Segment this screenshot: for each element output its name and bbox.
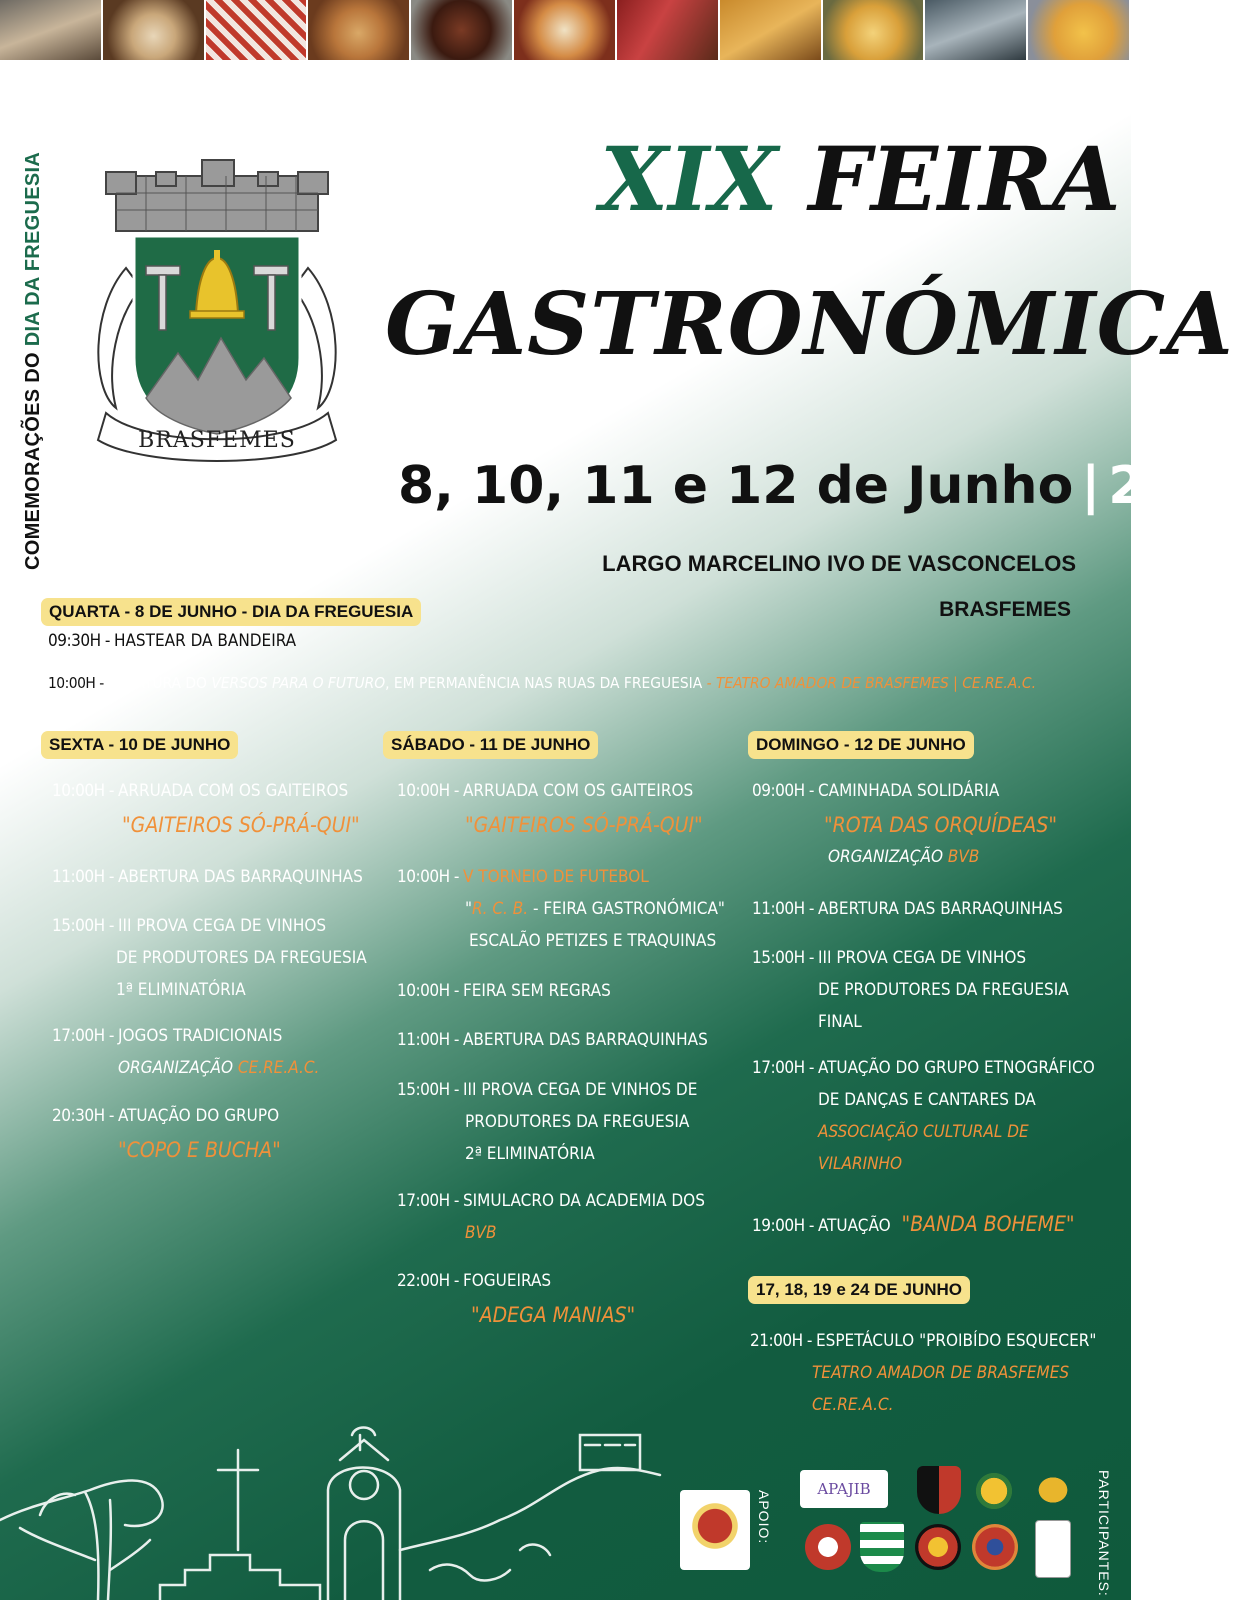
event-text: HASTEAR DA BANDEIRA: [113, 631, 297, 651]
event-time: 10:00H -: [52, 781, 114, 801]
event-text: ABERTURA DO: [107, 674, 212, 692]
village-skyline-illustration: [0, 1420, 660, 1600]
apoio-label: APOIO:: [756, 1490, 772, 1545]
event-text: SIMULACRO DA ACADEMIA DOS: [462, 1191, 705, 1211]
event-subtitle: "ROTA DAS ORQUÍDEAS": [824, 813, 1058, 837]
schedule-item: [397, 775, 703, 841]
event-subtitle: "GAITEIROS SÓ-PRÁ-QUI": [122, 813, 360, 837]
schedule-item: [52, 1020, 319, 1084]
event-text-line: 1ª ELIMINATÓRIA: [116, 980, 246, 1000]
schedule-item: [752, 775, 1057, 873]
venue-town: BRASFEMES: [939, 598, 1071, 621]
club-name: R. C. B.: [472, 899, 529, 919]
event-text: CAMINHADA SOLIDÁRIA: [817, 781, 1000, 801]
day-badge-wednesday: QUARTA - 8 DE JUNHO - DIA DA FREGUESIA: [41, 598, 421, 626]
event-text: , EM PERMANÊNCIA NAS RUAS DA FREGUESIA: [385, 674, 707, 692]
event-text: ARRUADA COM OS GAITEIROS: [462, 781, 694, 801]
organizer-label: ORGANIZAÇÃO: [828, 847, 948, 867]
event-text-line: FINAL: [818, 1012, 862, 1032]
event-text-line: PRODUTORES DA FREGUESIA: [465, 1112, 690, 1132]
event-text: ABERTURA DAS BARRAQUINHAS: [817, 899, 1063, 919]
schedule-item: [48, 667, 1036, 699]
schedule-item: [397, 1185, 705, 1249]
food-photo: [411, 0, 514, 60]
quote-mark: ": [465, 899, 473, 919]
event-time: 10:00H -: [397, 781, 459, 801]
event-text: ARRUADA COM OS GAITEIROS: [117, 781, 349, 801]
event-text: III PROVA CEGA DE VINHOS DE: [462, 1080, 698, 1100]
event-subtitle: "BANDA BOHEME": [901, 1212, 1075, 1236]
participant-logo: [1028, 1468, 1078, 1512]
food-photo: [308, 0, 411, 60]
title-xix: XIX: [600, 127, 778, 231]
schedule-item: [397, 861, 725, 957]
schedule-item: [52, 861, 363, 893]
schedule-item: [397, 1074, 697, 1170]
event-text: FOGUEIRAS: [462, 1271, 552, 1291]
commemoration-vertical-text: [22, 90, 45, 570]
schedule-item: [397, 1024, 708, 1056]
event-text-line: CE.RE.A.C.: [812, 1395, 894, 1415]
sidebar-prefix: COMEMORAÇÕES DO: [22, 346, 44, 570]
schedule-item: [397, 975, 611, 1007]
event-subtitle: "COPO E BUCHA": [118, 1138, 281, 1162]
day-badge-extra: 17, 18, 19 e 24 DE JUNHO: [748, 1276, 970, 1304]
event-time: 11:00H -: [752, 899, 814, 919]
event-text: III PROVA CEGA DE VINHOS: [117, 916, 327, 936]
event-text: ABERTURA DAS BARRAQUINHAS: [462, 1030, 708, 1050]
food-photo-strip: [0, 0, 1131, 60]
event-text: V TORNEIO DE FUTEBOL: [462, 867, 649, 887]
food-photo: [617, 0, 720, 60]
schedule-item: [52, 1100, 281, 1166]
event-time: 10:00H -: [397, 981, 459, 1001]
cerebb-logo: [1035, 1520, 1071, 1578]
organizer-label: ORGANIZAÇÃO: [118, 1058, 238, 1078]
venue-street: LARGO MARCELINO IVO DE VASCONCELOS: [602, 551, 1076, 576]
event-time: 15:00H -: [397, 1080, 459, 1100]
participantes-label: PARTICIPANTES:: [1096, 1470, 1112, 1597]
event-time: 11:00H -: [397, 1030, 459, 1050]
event-text: FEIRA SEM REGRAS: [462, 981, 611, 1001]
schedule-item: [48, 625, 296, 657]
event-text-line: TEATRO AMADOR DE BRASFEMES: [812, 1363, 1070, 1383]
event-text-line: - FEIRA GASTRONÓMICA": [528, 899, 725, 919]
day-badge-saturday: SÁBADO - 11 DE JUNHO: [383, 731, 598, 759]
event-time: 10:00H -: [397, 867, 459, 887]
title-feira: FEIRA: [808, 127, 1121, 231]
food-photo: [720, 0, 823, 60]
schedule-item: [752, 1208, 1075, 1242]
schedule-item: [752, 893, 1063, 925]
event-time: 20:30H -: [52, 1106, 114, 1126]
event-time: 19:00H -: [752, 1216, 814, 1236]
event-time: 15:00H -: [52, 916, 114, 936]
rcb-club-logo: [917, 1466, 961, 1514]
schedule-item: [750, 1325, 1096, 1421]
event-text-line: DE PRODUTORES DA FREGUESIA: [818, 980, 1069, 1000]
bvb-firefighters-logo: [915, 1524, 961, 1570]
event-time: 09:30H -: [48, 631, 110, 651]
event-text: ATUAÇÃO DO GRUPO ETNOGRÁFICO: [817, 1058, 1095, 1078]
benfica-logo: [805, 1524, 851, 1570]
food-photo: [206, 0, 309, 60]
event-time: 17:00H -: [752, 1058, 814, 1078]
food-photo: [0, 0, 103, 60]
event-highlight: VERSOS PARA O FUTURO: [211, 674, 386, 692]
title-line-1: [600, 127, 1121, 231]
event-text: III PROVA CEGA DE VINHOS: [817, 948, 1027, 968]
crest-banner-text: BRASFEMES: [138, 428, 296, 453]
event-dates: [398, 456, 1253, 516]
day-badge-sunday: DOMINGO - 12 DE JUNHO: [748, 731, 974, 759]
food-photo: [925, 0, 1028, 60]
event-text: ESPETÁCULO "PROIBÍDO ESQUECER": [815, 1331, 1097, 1351]
schedule-item: [752, 1052, 1095, 1180]
dates-separator: |: [1081, 456, 1101, 516]
event-text: ATUAÇÃO DO GRUPO: [117, 1106, 280, 1126]
event-time: 11:00H -: [52, 867, 114, 887]
title-line-2: GASTRONÓMICA: [385, 274, 1234, 375]
event-text-line: ASSOCIAÇÃO CULTURAL DE: [818, 1122, 1029, 1142]
participant-logo: [972, 1524, 1018, 1570]
event-time: 17:00H -: [52, 1026, 114, 1046]
event-organizer: - TEATRO AMADOR DE BRASFEMES | CE.RE.A.C.: [706, 674, 1036, 692]
organizer-name: BVB: [947, 847, 980, 867]
food-photo: [514, 0, 617, 60]
event-text-line: ESCALÃO PETIZES E TRAQUINAS: [469, 931, 717, 951]
day-badge-friday: SEXTA - 10 DE JUNHO: [41, 731, 238, 759]
organizer-name: CE.RE.A.C.: [237, 1058, 320, 1078]
event-text: JOGOS TRADICIONAIS: [117, 1026, 283, 1046]
event-subtitle: "GAITEIROS SÓ-PRÁ-QUI": [465, 813, 703, 837]
brasfemes-coat-of-arms: [86, 158, 348, 468]
apajib-logo: [800, 1470, 888, 1508]
event-text-line: DE PRODUTORES DA FREGUESIA: [116, 948, 367, 968]
event-time: 22:00H -: [397, 1271, 459, 1291]
event-text-line: VILARINHO: [818, 1154, 903, 1174]
event-text: ABERTURA DAS BARRAQUINHAS: [117, 867, 363, 887]
schedule-item: [397, 1265, 635, 1331]
camara-municipal-logo: [680, 1490, 750, 1570]
schedule-item: [52, 775, 360, 841]
sidebar-highlight: DIA DA FREGUESIA: [22, 151, 44, 347]
event-time: 10:00H -: [48, 674, 104, 692]
event-text-line: 2ª ELIMINATÓRIA: [465, 1144, 595, 1164]
event-subtitle: "ADEGA MANIAS": [471, 1303, 636, 1327]
schedule-item: [52, 910, 367, 1006]
schedule-item: [752, 942, 1069, 1038]
food-photo: [823, 0, 926, 60]
event-time: 21:00H -: [750, 1331, 812, 1351]
event-text-line: DE DANÇAS E CANTARES DA: [818, 1090, 1036, 1110]
food-photo: [1028, 0, 1131, 60]
dates-year: 2022: [1108, 456, 1253, 516]
event-time: 17:00H -: [397, 1191, 459, 1211]
dates-text: 8, 10, 11 e 12 de Junho: [398, 456, 1074, 516]
participant-logo: [971, 1468, 1017, 1514]
mural-crown-icon: [106, 160, 328, 231]
event-time: 09:00H -: [752, 781, 814, 801]
food-photo: [103, 0, 206, 60]
apajib-text: APAJIB: [817, 1480, 871, 1498]
sporting-logo: [860, 1522, 904, 1572]
event-time: 15:00H -: [752, 948, 814, 968]
event-text-line: BVB: [465, 1223, 497, 1243]
event-text: ATUAÇÃO: [817, 1216, 891, 1236]
